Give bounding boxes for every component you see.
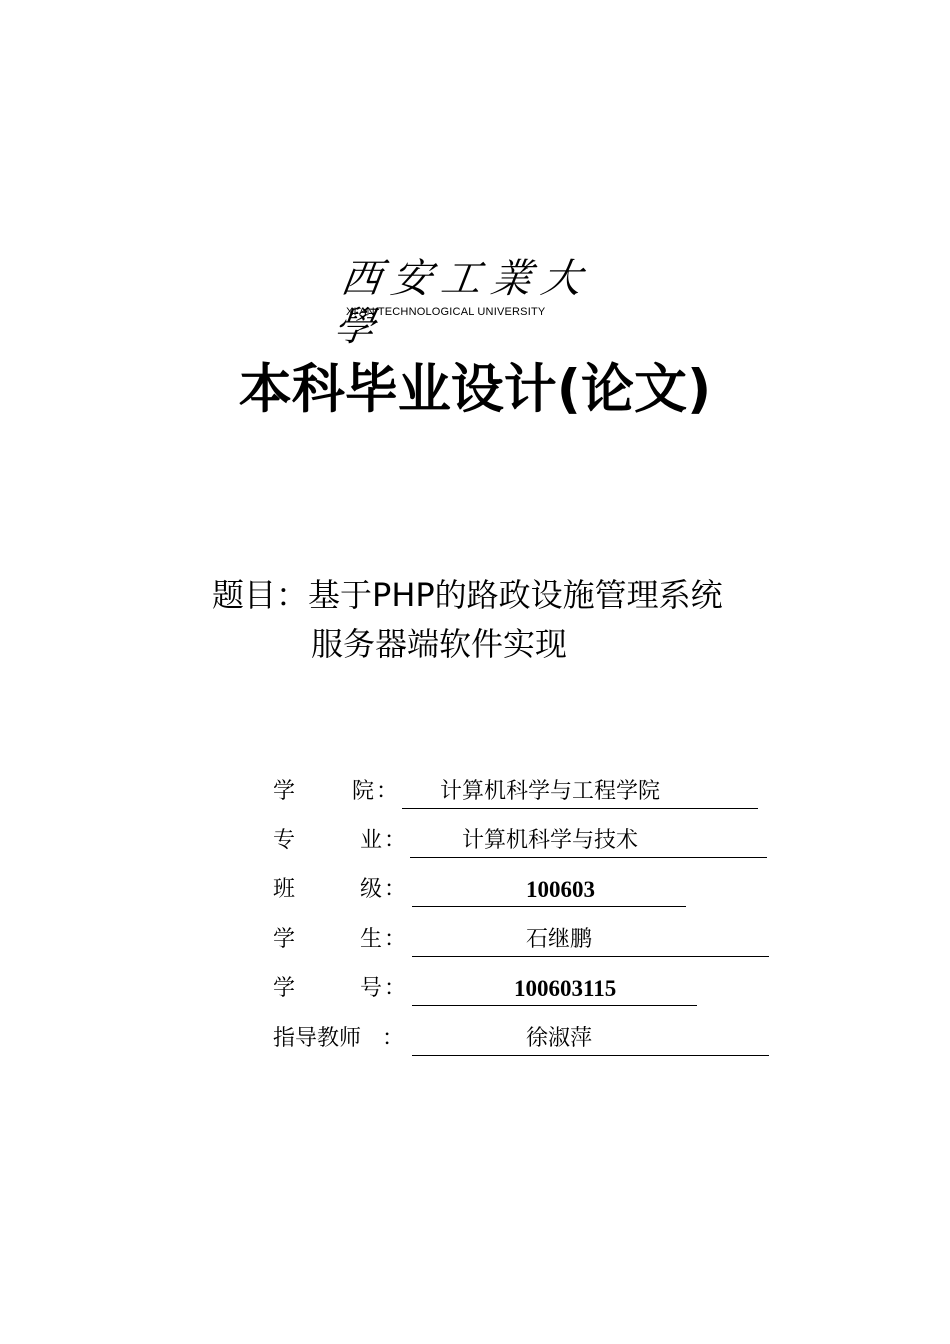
- thesis-topic-line1: [212, 572, 723, 618]
- document-title: 本科毕业设计(论文): [238, 359, 712, 420]
- thesis-topic-line2: 服务器端软件实现: [311, 625, 568, 663]
- info-row-student-id: [270, 971, 790, 1007]
- student-label-char2: 生: [360, 927, 383, 952]
- college-value: 计算机科学与工程学院: [440, 779, 661, 804]
- class-label-char2: 级: [360, 877, 383, 902]
- class-label-char1: 班: [273, 877, 296, 902]
- university-logo: [330, 255, 620, 350]
- student-colon: ：: [384, 927, 407, 952]
- major-value: 计算机科学与技术: [462, 828, 639, 853]
- info-row-college: [270, 774, 790, 810]
- topic-prefix: 题目：: [212, 576, 309, 614]
- college-label-char1: 学: [273, 779, 296, 804]
- student-id-colon: ：: [384, 976, 407, 1001]
- student-id-value: 100603115: [514, 976, 617, 1001]
- student-id-label-char2: 号: [360, 976, 383, 1001]
- major-label-char1: 专: [273, 828, 296, 853]
- info-row-advisor: [270, 1021, 790, 1057]
- info-row-student: [270, 922, 790, 958]
- major-colon: ：: [384, 828, 407, 853]
- topic-text-line1: 基于PHP的路政设施管理系统: [308, 576, 723, 614]
- university-name-calligraphy: 西安工業大學: [331, 256, 595, 350]
- advisor-label-text: 指导教师: [273, 1026, 362, 1051]
- info-row-major: [270, 823, 790, 859]
- university-name-english: XI'AN TECHNOLOGICAL UNIVERSITY: [346, 306, 546, 318]
- class-colon: ：: [384, 877, 407, 902]
- advisor-colon: ：: [382, 1026, 405, 1051]
- advisor-value: 徐淑萍: [526, 1026, 593, 1051]
- class-value: 100603: [526, 877, 595, 902]
- college-label-char2: 院: [352, 779, 375, 804]
- major-label-char2: 业: [360, 828, 383, 853]
- student-label-char1: 学: [273, 927, 296, 952]
- student-id-label-char1: 学: [273, 976, 296, 1001]
- student-value: 石继鹏: [526, 927, 593, 952]
- info-row-class: [270, 872, 790, 908]
- college-colon: ：: [376, 779, 399, 804]
